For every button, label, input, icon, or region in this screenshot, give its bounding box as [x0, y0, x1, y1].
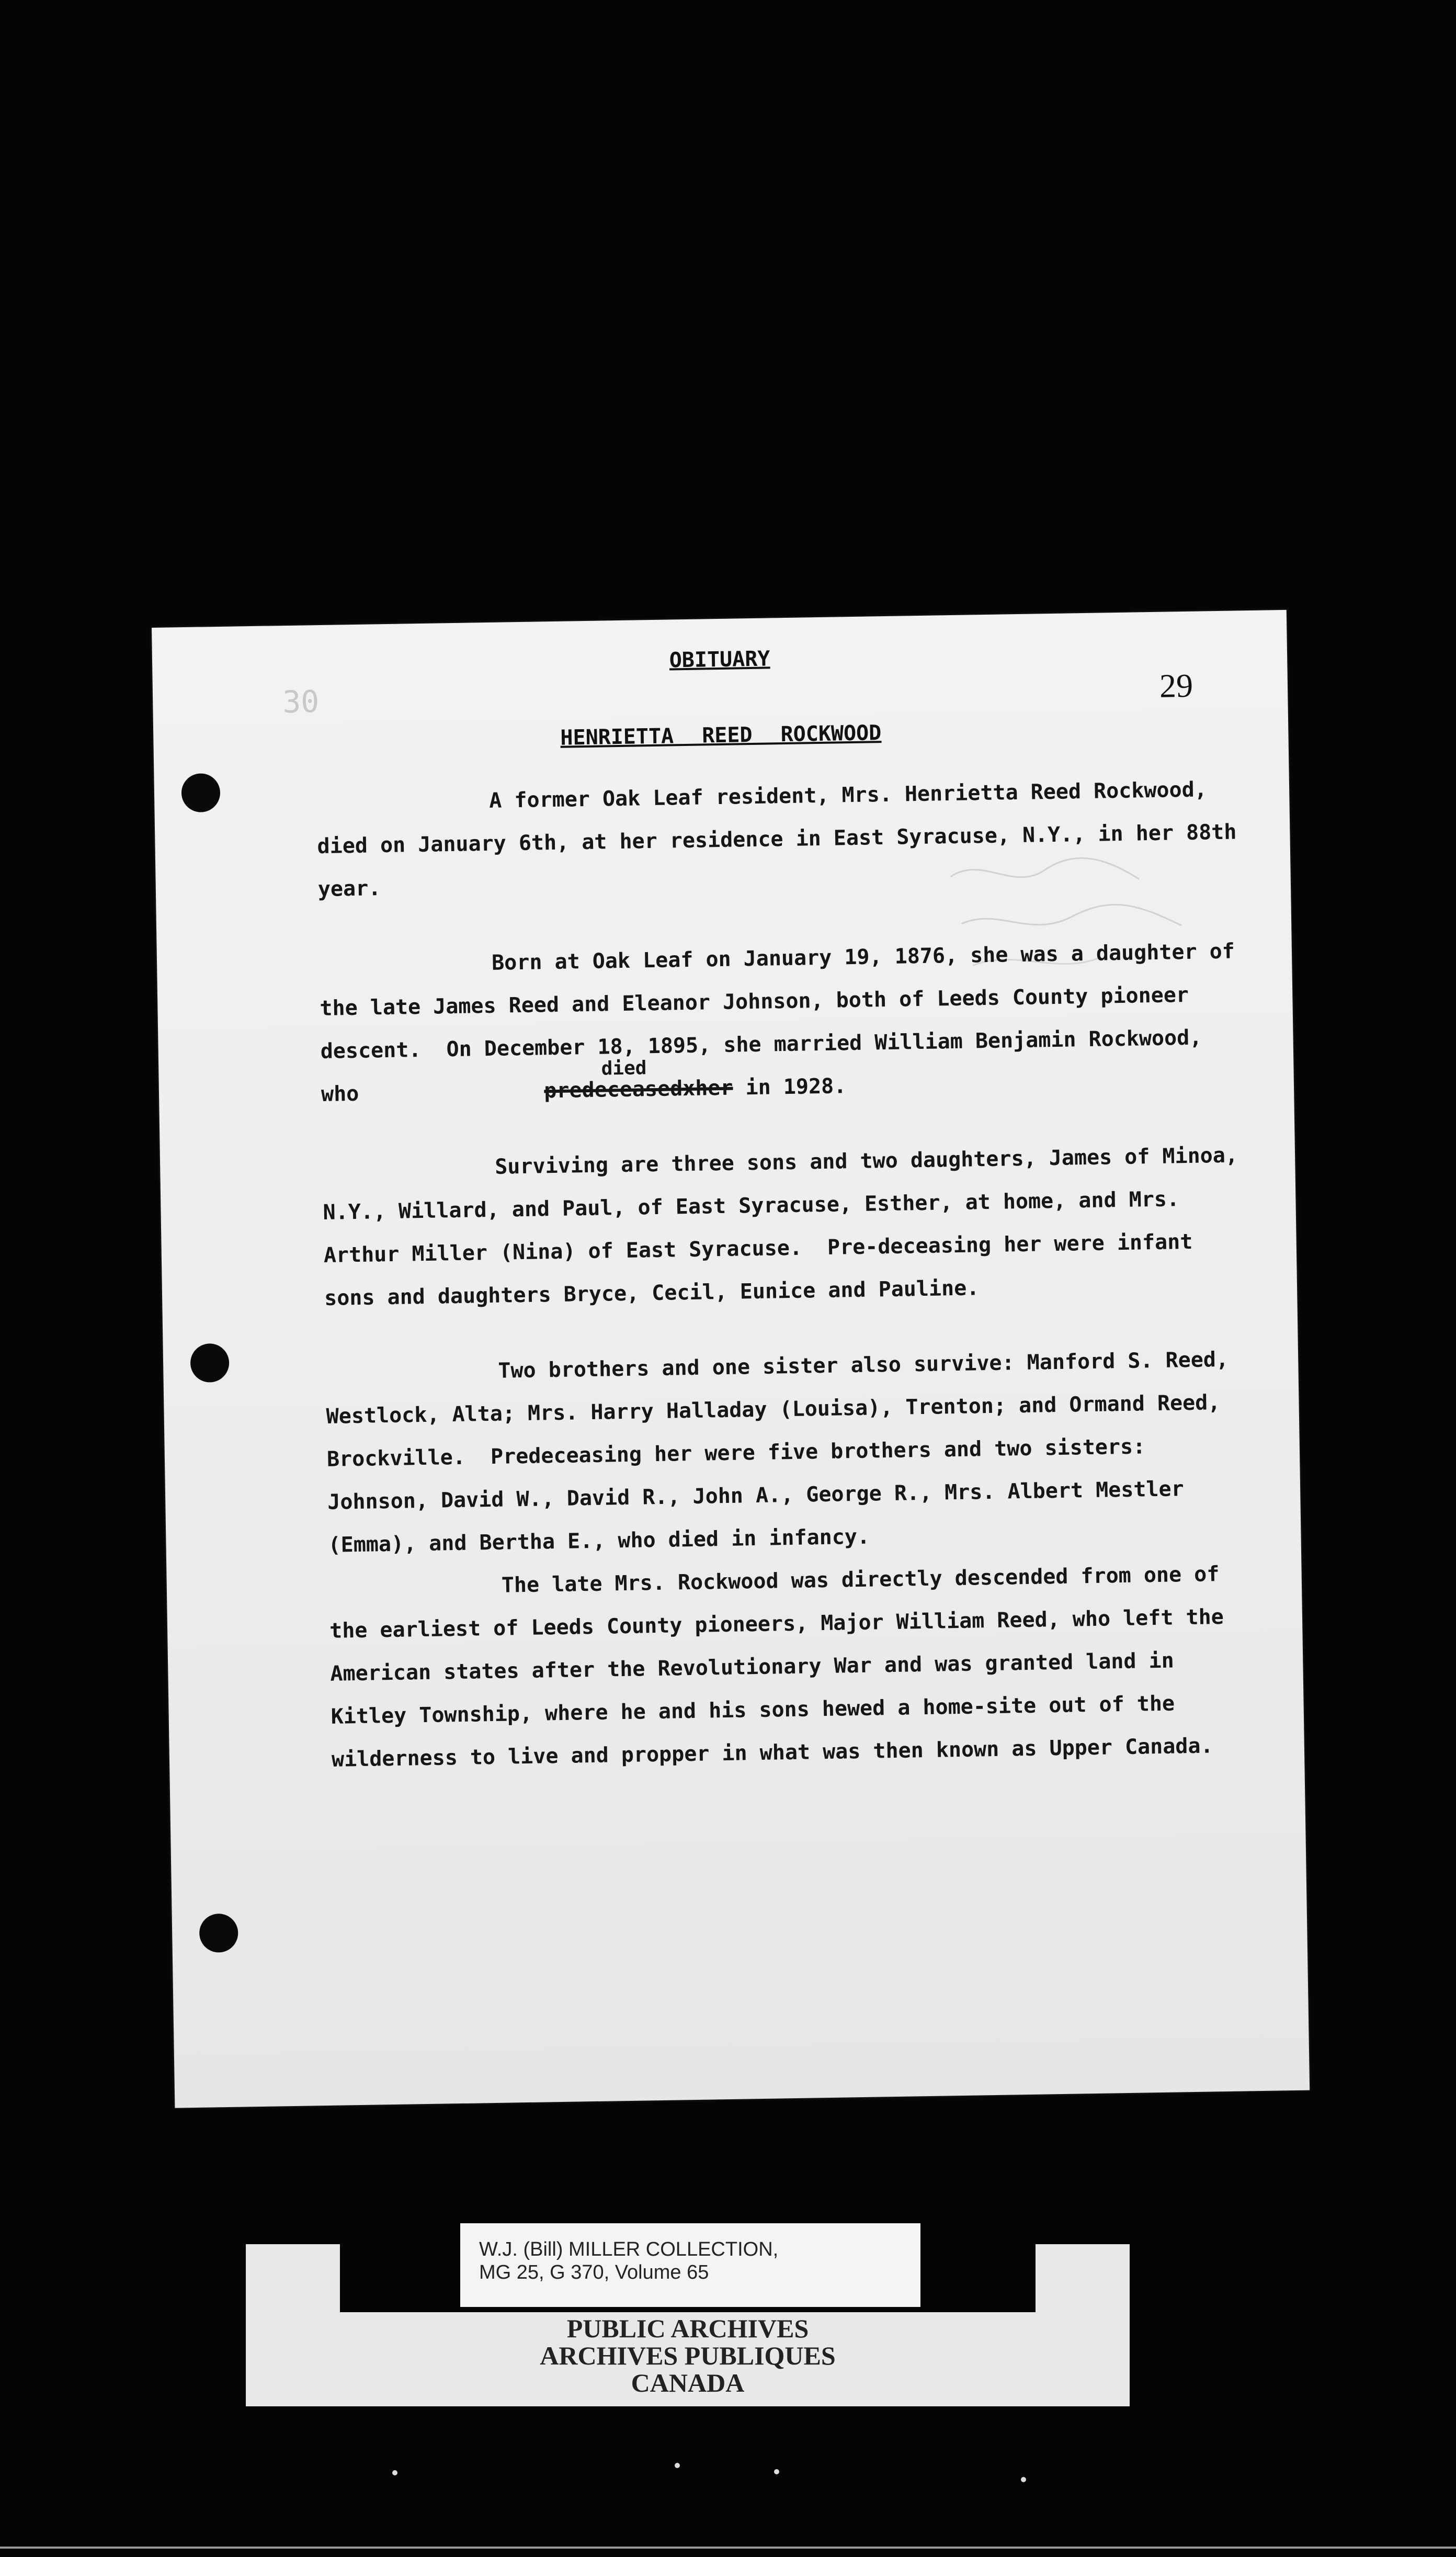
paragraph-3: Surviving are three sons and two daughters, James of Minoa, N.Y., Willard, and Paul, of East Syracuse, Esther, at home, and Mrs. Arthur Miller (Nina) of East Syracuse. Pre-deceasing her were infant sons and daughters Bryce, Cecil, Eunice and Pauline. [323, 1143, 1251, 1310]
struck-text: predeceasedxher [543, 1076, 733, 1103]
paragraph-1: A former Oak Leaf resident, Mrs. Henrietta Reed Rockwood, died on January 6th, at her residence in East Syracuse, N.Y., in her 88th year. [317, 777, 1249, 902]
film-speck [675, 2463, 680, 2468]
film-speck [392, 2470, 397, 2475]
deceased-name: HENRIETTA REED ROCKWOOD [560, 721, 882, 750]
paragraph-2-text: Born at Oak Leaf on January 19, 1876, she was a daughter of the late James Reed and Eleanor Johnson, both of Leeds County pioneer descent. On December 18, 1895, she married William Benjamin Rockwood, who [320, 939, 1248, 1107]
ghost-page-number: 30 [282, 683, 320, 720]
paragraph-4: Two brothers and one sister also survive: Manford S. Reed, Westlock, Alta; Mrs. Harry Halladay (Louisa), Trenton; and Ormand Reed, Brockville. Predeceasing her were five brothers and two sisters: Johnson, David W., David R., John A., George R., Mrs. Albert Mestler (Emma), and Bertha E., who died in infancy. [326, 1347, 1242, 1557]
strikethrough-correction [371, 1057, 733, 1115]
collection-label [460, 2223, 920, 2307]
page-number: 29 [1159, 666, 1193, 705]
punch-hole-top [181, 773, 220, 812]
document-title: OBITUARY [669, 647, 770, 673]
film-speck [1021, 2477, 1026, 2482]
paragraph-2-end: in 1928. [733, 1074, 847, 1100]
film-edge-line [0, 2547, 1456, 2549]
paragraph-2 [319, 930, 1253, 1116]
punch-hole-middle [190, 1343, 230, 1383]
paragraph-5: The late Mrs. Rockwood was directly descended from one of the earliest of Leeds County pioneers, Major William Reed, who left the American states after the Revolutionary War and was granted land in Kitley Township, where he and his sons hewed a home-site out of the wilderness to live and propper in what was then known as Upper Canada. [329, 1562, 1237, 1772]
document-page [152, 610, 1310, 2108]
punch-hole-bottom [199, 1914, 238, 1953]
inserted-correction: died [601, 1057, 647, 1080]
archives-stamp-country: CANADA [631, 2368, 745, 2397]
collection-name: W.J. (Bill) MILLER COLLECTION, [479, 2238, 779, 2260]
archives-stamp-french: ARCHIVES PUBLIQUES [540, 2341, 836, 2370]
archives-stamp-english: PUBLIC ARCHIVES [566, 2314, 809, 2343]
collection-reference: MG 25, G 370, Volume 65 [479, 2261, 709, 2283]
archives-stamp [246, 2315, 1130, 2396]
film-speck [774, 2469, 779, 2474]
